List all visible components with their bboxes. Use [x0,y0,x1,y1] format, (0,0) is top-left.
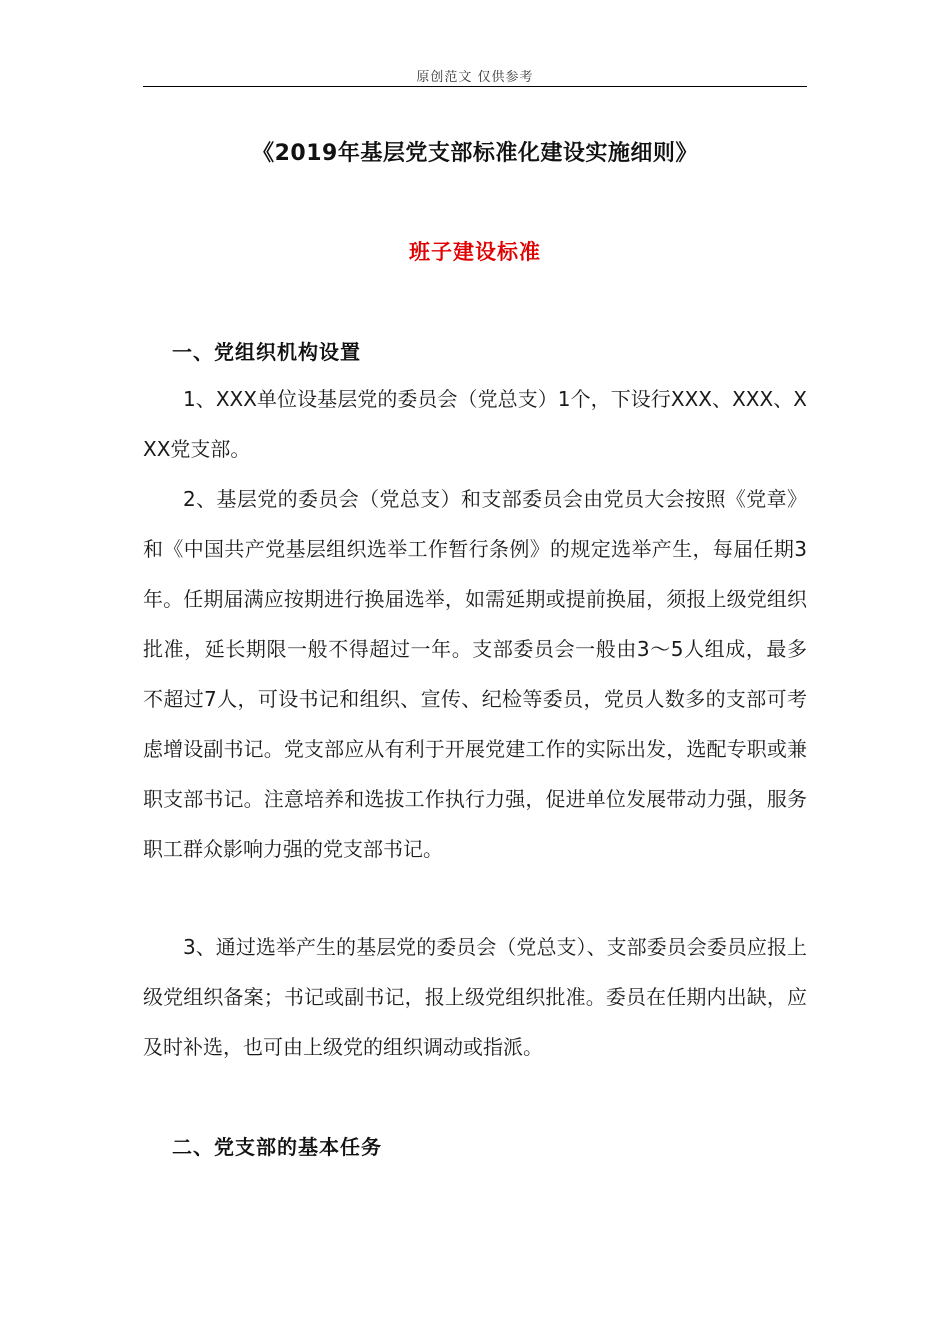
paragraph-3: 3、通过选举产生的基层党的委员会（党总支）、支部委员会委员应报上级党组织备案；书记或副书记，报上级党组织批准。委员在任期内出缺，应及时补选，也可由上级党的组织调动或指派。 [143,935,807,1059]
paragraph-2: 2、基层党的委员会（党总支）和支部委员会由党员大会按照《党章》和《中国共产党基层组织选举工作暂行条例》的规定选举产生，每届任期3年。任期届满应按期进行换届选举，如需延期或提前换届，须报上级党组织批准，延长期限一般不得超过一年。支部委员会一般由3～5人组成，最多不超过7人，可设书记和组织、宣传、纪检等委员，党员人数多的支部可考虑增设副书记。党支部应从有利于开展党建工作的实际出发，选配专职或兼职支部书记。注意培养和选拔工作执行力强，促进单位发展带动力强，服务职工群众影响力强的党支部书记。 [143,487,807,861]
heading-org-structure: 一、党组织机构设置 [172,340,361,364]
heading-basic-tasks: 二、党支部的基本任务 [172,1135,382,1159]
header-note: 原创范文 仅供参考 [416,70,534,85]
header-divider [143,86,807,87]
paragraph-1: 1、XXX单位设基层党的委员会（党总支）1个，下设行XXX、XXX、XXX党支部。 [143,387,807,461]
section-title: 班子建设标准 [409,240,541,264]
document-title: 《2019年基层党支部标准化建设实施细则》 [252,141,698,166]
